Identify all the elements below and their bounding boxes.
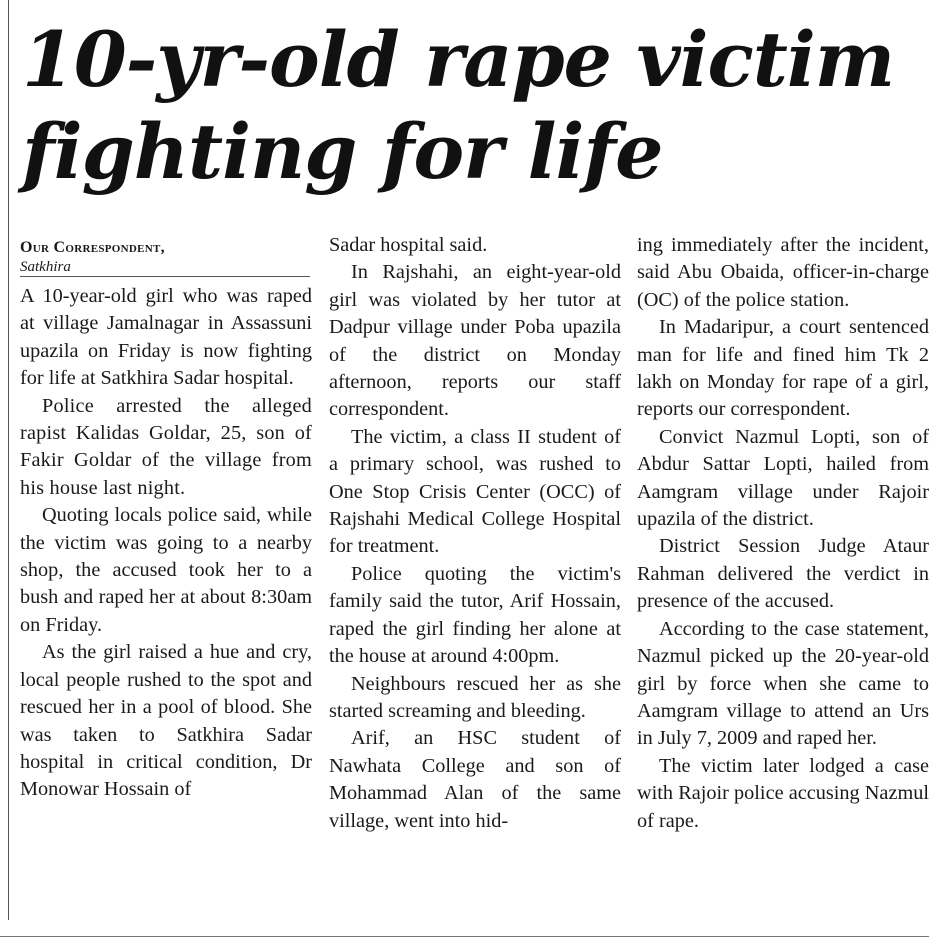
byline-location: Satkhira — [20, 259, 71, 275]
headline-line-2: fighting for life — [22, 107, 663, 196]
paragraph: The victim later lodged a case with Rajoir police accusing Nazmul of rape. — [637, 754, 929, 832]
article-column-3 — [637, 232, 929, 835]
paragraph: ing immediately after the incident, said Abu Obaida, officer-in-charge (OC) of the police station. — [637, 234, 929, 311]
left-column-rule — [8, 0, 9, 920]
byline-divider — [20, 276, 310, 277]
paragraph: Sadar hospital said. — [329, 234, 488, 256]
paragraph: Quoting locals police said, while the victim was going to a nearby shop, the accused took her to a bush and raped her at about 8:30am on Friday. — [20, 504, 312, 636]
paragraph: The victim, a class II student of a primary school, was rushed to One Stop Crisis Center (OCC) of Rajshahi Medical College Hospital for treatment. — [329, 425, 621, 558]
paragraph: According to the case statement, Nazmul picked up the 20-year-old girl by force when she came to Aamgram village to attend an Urs in July 7, 2009 and raped her. — [637, 617, 929, 750]
headline — [22, 14, 922, 198]
bottom-rule — [0, 936, 929, 937]
paragraph: A 10-year-old girl who was raped at village Jamalnagar in Assassuni upazila on Friday is now fighting for life at Satkhira Sadar hospital. — [20, 285, 312, 390]
article-column-1 — [20, 238, 312, 804]
paragraph: In Madaripur, a court sentenced man for life and fined him Tk 2 lakh on Monday for rape of a girl, reports our correspondent. — [637, 316, 929, 421]
paragraph: As the girl raised a hue and cry, local people rushed to the spot and rescued her in a pool of blood. She was taken to Satkhira Sadar hospital in critical condition, Dr Monowar Hossain of — [20, 641, 312, 801]
article-column-2 — [329, 232, 621, 835]
paragraph: In Rajshahi, an eight-year-old girl was violated by her tutor at Dadpur village under Poba upazila of the district on Monday afternoon, reports our staff correspondent. — [329, 261, 621, 421]
paragraph: Arif, an HSC student of Nawhata College and son of Mohammad Alan of the same village, went into hid- — [329, 727, 621, 832]
paragraph: Police quoting the victim's family said the tutor, Arif Hossain, raped the girl finding her alone at the house at around 4:00pm. — [329, 562, 621, 668]
paragraph: Neighbours rescued her as she started screaming and bleeding. — [329, 672, 621, 722]
paragraph: Convict Nazmul Lopti, son of Abdur Sattar Lopti, hailed from Aamgram village under Rajoir upazila of the district. — [637, 425, 929, 531]
headline-line-1: 10-yr-old rape victim — [22, 15, 895, 104]
paragraph: District Session Judge Ataur Rahman delivered the verdict in presence of the accused. — [637, 535, 929, 613]
byline-name: Our Correspondent, — [20, 239, 165, 256]
paragraph: Police arrested the alleged rapist Kalidas Goldar, 25, son of Fakir Goldar of the village from his house last night. — [20, 394, 312, 499]
